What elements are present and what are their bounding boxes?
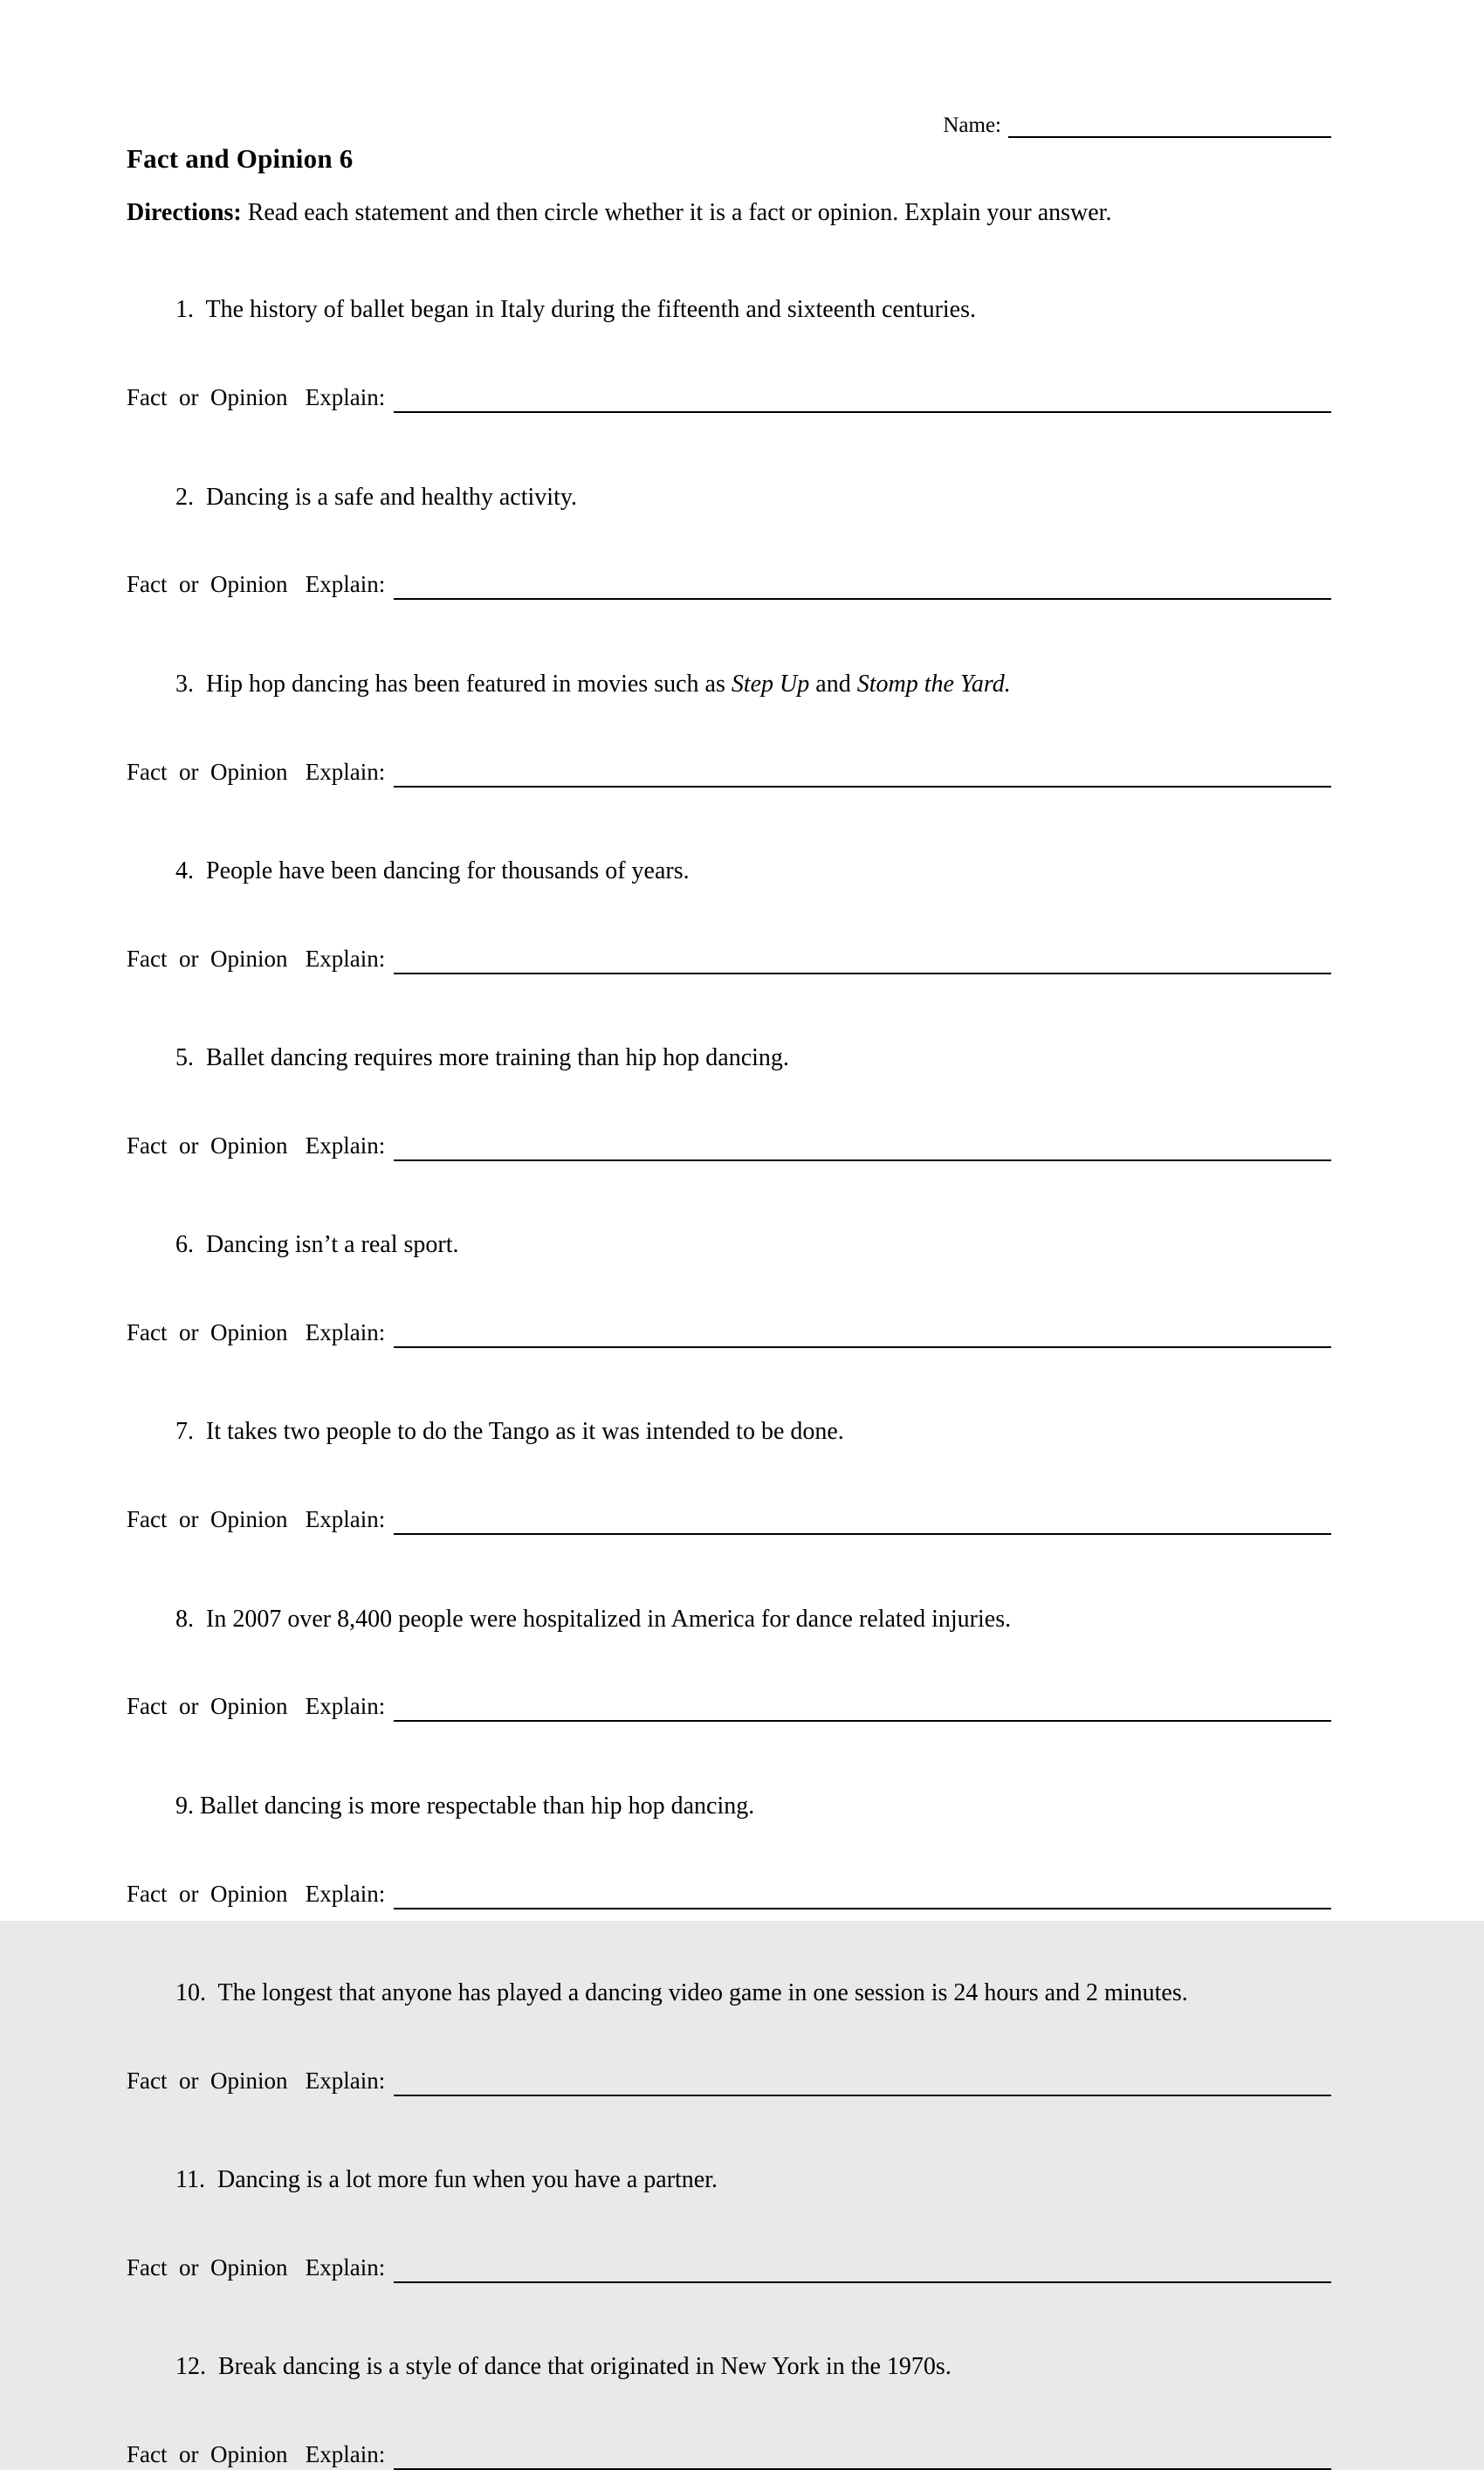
answer-row bbox=[127, 2068, 1331, 2096]
question-body: Hip hop dancing has been featured in movies such as bbox=[206, 670, 732, 698]
question-text bbox=[127, 2133, 1331, 2228]
question-text bbox=[127, 1572, 1331, 1667]
answer-blank-line[interactable] bbox=[394, 1512, 1331, 1535]
question-body: The history of ballet began in Italy during the fifteenth and sixteenth centuries. bbox=[205, 296, 977, 324]
answer-prefix[interactable]: Fact or Opinion Explain: bbox=[127, 2253, 386, 2281]
question-number: 10. bbox=[175, 1978, 206, 2006]
answer-row bbox=[127, 1881, 1331, 1909]
answer-blank-line[interactable] bbox=[394, 1325, 1331, 1348]
answer-prefix[interactable]: Fact or Opinion Explain: bbox=[127, 1693, 386, 1720]
question-text bbox=[127, 636, 1331, 732]
answer-blank-line[interactable] bbox=[394, 577, 1331, 600]
question-text bbox=[127, 2320, 1331, 2415]
question-item bbox=[127, 1572, 1331, 1722]
answer-blank-line[interactable] bbox=[394, 1887, 1331, 1909]
question-number: 12. bbox=[175, 2353, 206, 2381]
answer-blank-line[interactable] bbox=[394, 2074, 1331, 2096]
directions bbox=[127, 197, 1331, 228]
answer-blank-line[interactable] bbox=[394, 390, 1331, 413]
answer-prefix[interactable]: Fact or Opinion Explain: bbox=[127, 2441, 386, 2468]
question-number: 1. bbox=[175, 296, 194, 324]
question-body: Break dancing is a style of dance that originated in New York in the 1970s. bbox=[218, 2353, 952, 2381]
question-body: Dancing is a safe and healthy activity. bbox=[206, 483, 578, 511]
answer-row bbox=[127, 384, 1331, 413]
directions-label: Directions: bbox=[127, 199, 242, 226]
question-number: 2. bbox=[175, 483, 194, 511]
answer-prefix[interactable]: Fact or Opinion Explain: bbox=[127, 1132, 386, 1159]
question-item bbox=[127, 1011, 1331, 1161]
question-number: 4. bbox=[175, 857, 194, 884]
answer-blank-line[interactable] bbox=[394, 765, 1331, 788]
question-text bbox=[127, 1946, 1331, 2041]
answer-blank-line[interactable] bbox=[394, 1139, 1331, 1161]
answer-row bbox=[127, 2441, 1331, 2470]
answer-row bbox=[127, 946, 1331, 974]
question-text bbox=[127, 450, 1331, 545]
answer-blank-line[interactable] bbox=[394, 1699, 1331, 1722]
question-number: 11. bbox=[175, 2166, 205, 2194]
answer-prefix[interactable]: Fact or Opinion Explain: bbox=[127, 945, 386, 972]
question-number: 9. bbox=[175, 1792, 194, 1820]
question-item bbox=[127, 824, 1331, 974]
name-label: Name: bbox=[943, 114, 1001, 137]
answer-blank-line[interactable] bbox=[394, 952, 1331, 974]
question-italic-title-1: Step Up bbox=[731, 670, 810, 698]
answer-row bbox=[127, 1132, 1331, 1161]
question-item bbox=[127, 263, 1331, 413]
question-body: People have been dancing for thousands of years. bbox=[206, 857, 690, 884]
question-item bbox=[127, 2320, 1331, 2470]
question-text bbox=[127, 263, 1331, 358]
answer-row bbox=[127, 571, 1331, 600]
question-text bbox=[127, 824, 1331, 919]
question-number: 7. bbox=[175, 1418, 194, 1446]
question-body-cont: and bbox=[809, 670, 857, 698]
question-item bbox=[127, 450, 1331, 600]
question-text bbox=[127, 1011, 1331, 1106]
answer-prefix[interactable]: Fact or Opinion Explain: bbox=[127, 571, 386, 598]
name-input-blank[interactable] bbox=[1008, 117, 1331, 138]
answer-row bbox=[127, 1693, 1331, 1722]
answer-row bbox=[127, 759, 1331, 788]
question-body: It takes two people to do the Tango as it was intended to be done. bbox=[206, 1418, 844, 1446]
answer-row bbox=[127, 2254, 1331, 2283]
question-number: 3. bbox=[175, 670, 194, 698]
question-item bbox=[127, 2133, 1331, 2283]
name-row bbox=[127, 114, 1331, 138]
answer-prefix[interactable]: Fact or Opinion Explain: bbox=[127, 384, 386, 411]
question-body: In 2007 over 8,400 people were hospitalized in America for dance related injuries. bbox=[206, 1605, 1012, 1633]
question-body: Ballet dancing requires more training than hip hop dancing. bbox=[206, 1044, 789, 1072]
answer-prefix[interactable]: Fact or Opinion Explain: bbox=[127, 1880, 386, 1907]
question-item bbox=[127, 1758, 1331, 1909]
answer-prefix[interactable]: Fact or Opinion Explain: bbox=[127, 1506, 386, 1533]
question-italic-title-2: Stomp the Yard. bbox=[856, 670, 1011, 698]
answer-blank-line[interactable] bbox=[394, 2447, 1331, 2470]
question-number: 8. bbox=[175, 1605, 194, 1633]
question-item bbox=[127, 1198, 1331, 1348]
answer-blank-line[interactable] bbox=[394, 2260, 1331, 2283]
question-item bbox=[127, 636, 1331, 787]
answer-row bbox=[127, 1506, 1331, 1535]
question-text bbox=[127, 1758, 1331, 1854]
answer-prefix[interactable]: Fact or Opinion Explain: bbox=[127, 758, 386, 785]
question-body: Ballet dancing is more respectable than hip hop dancing. bbox=[200, 1792, 755, 1820]
question-item bbox=[127, 1946, 1331, 2096]
question-text bbox=[127, 1385, 1331, 1480]
answer-row bbox=[127, 1319, 1331, 1348]
question-text bbox=[127, 1198, 1331, 1293]
directions-text: Read each statement and then circle whether it is a fact or opinion. Explain your answer. bbox=[241, 199, 1112, 226]
question-item bbox=[127, 1385, 1331, 1535]
question-body: The longest that anyone has played a dancing video game in one session is 24 hours and 2 minutes. bbox=[217, 1978, 1188, 2006]
page-title: Fact and Opinion 6 bbox=[127, 143, 354, 174]
answer-prefix[interactable]: Fact or Opinion Explain: bbox=[127, 2067, 386, 2094]
question-number: 5. bbox=[175, 1044, 194, 1072]
question-body: Dancing is a lot more fun when you have a partner. bbox=[216, 2166, 718, 2194]
answer-prefix[interactable]: Fact or Opinion Explain: bbox=[127, 1319, 386, 1346]
question-body: Dancing isn’t a real sport. bbox=[206, 1231, 459, 1259]
question-number: 6. bbox=[175, 1231, 194, 1259]
